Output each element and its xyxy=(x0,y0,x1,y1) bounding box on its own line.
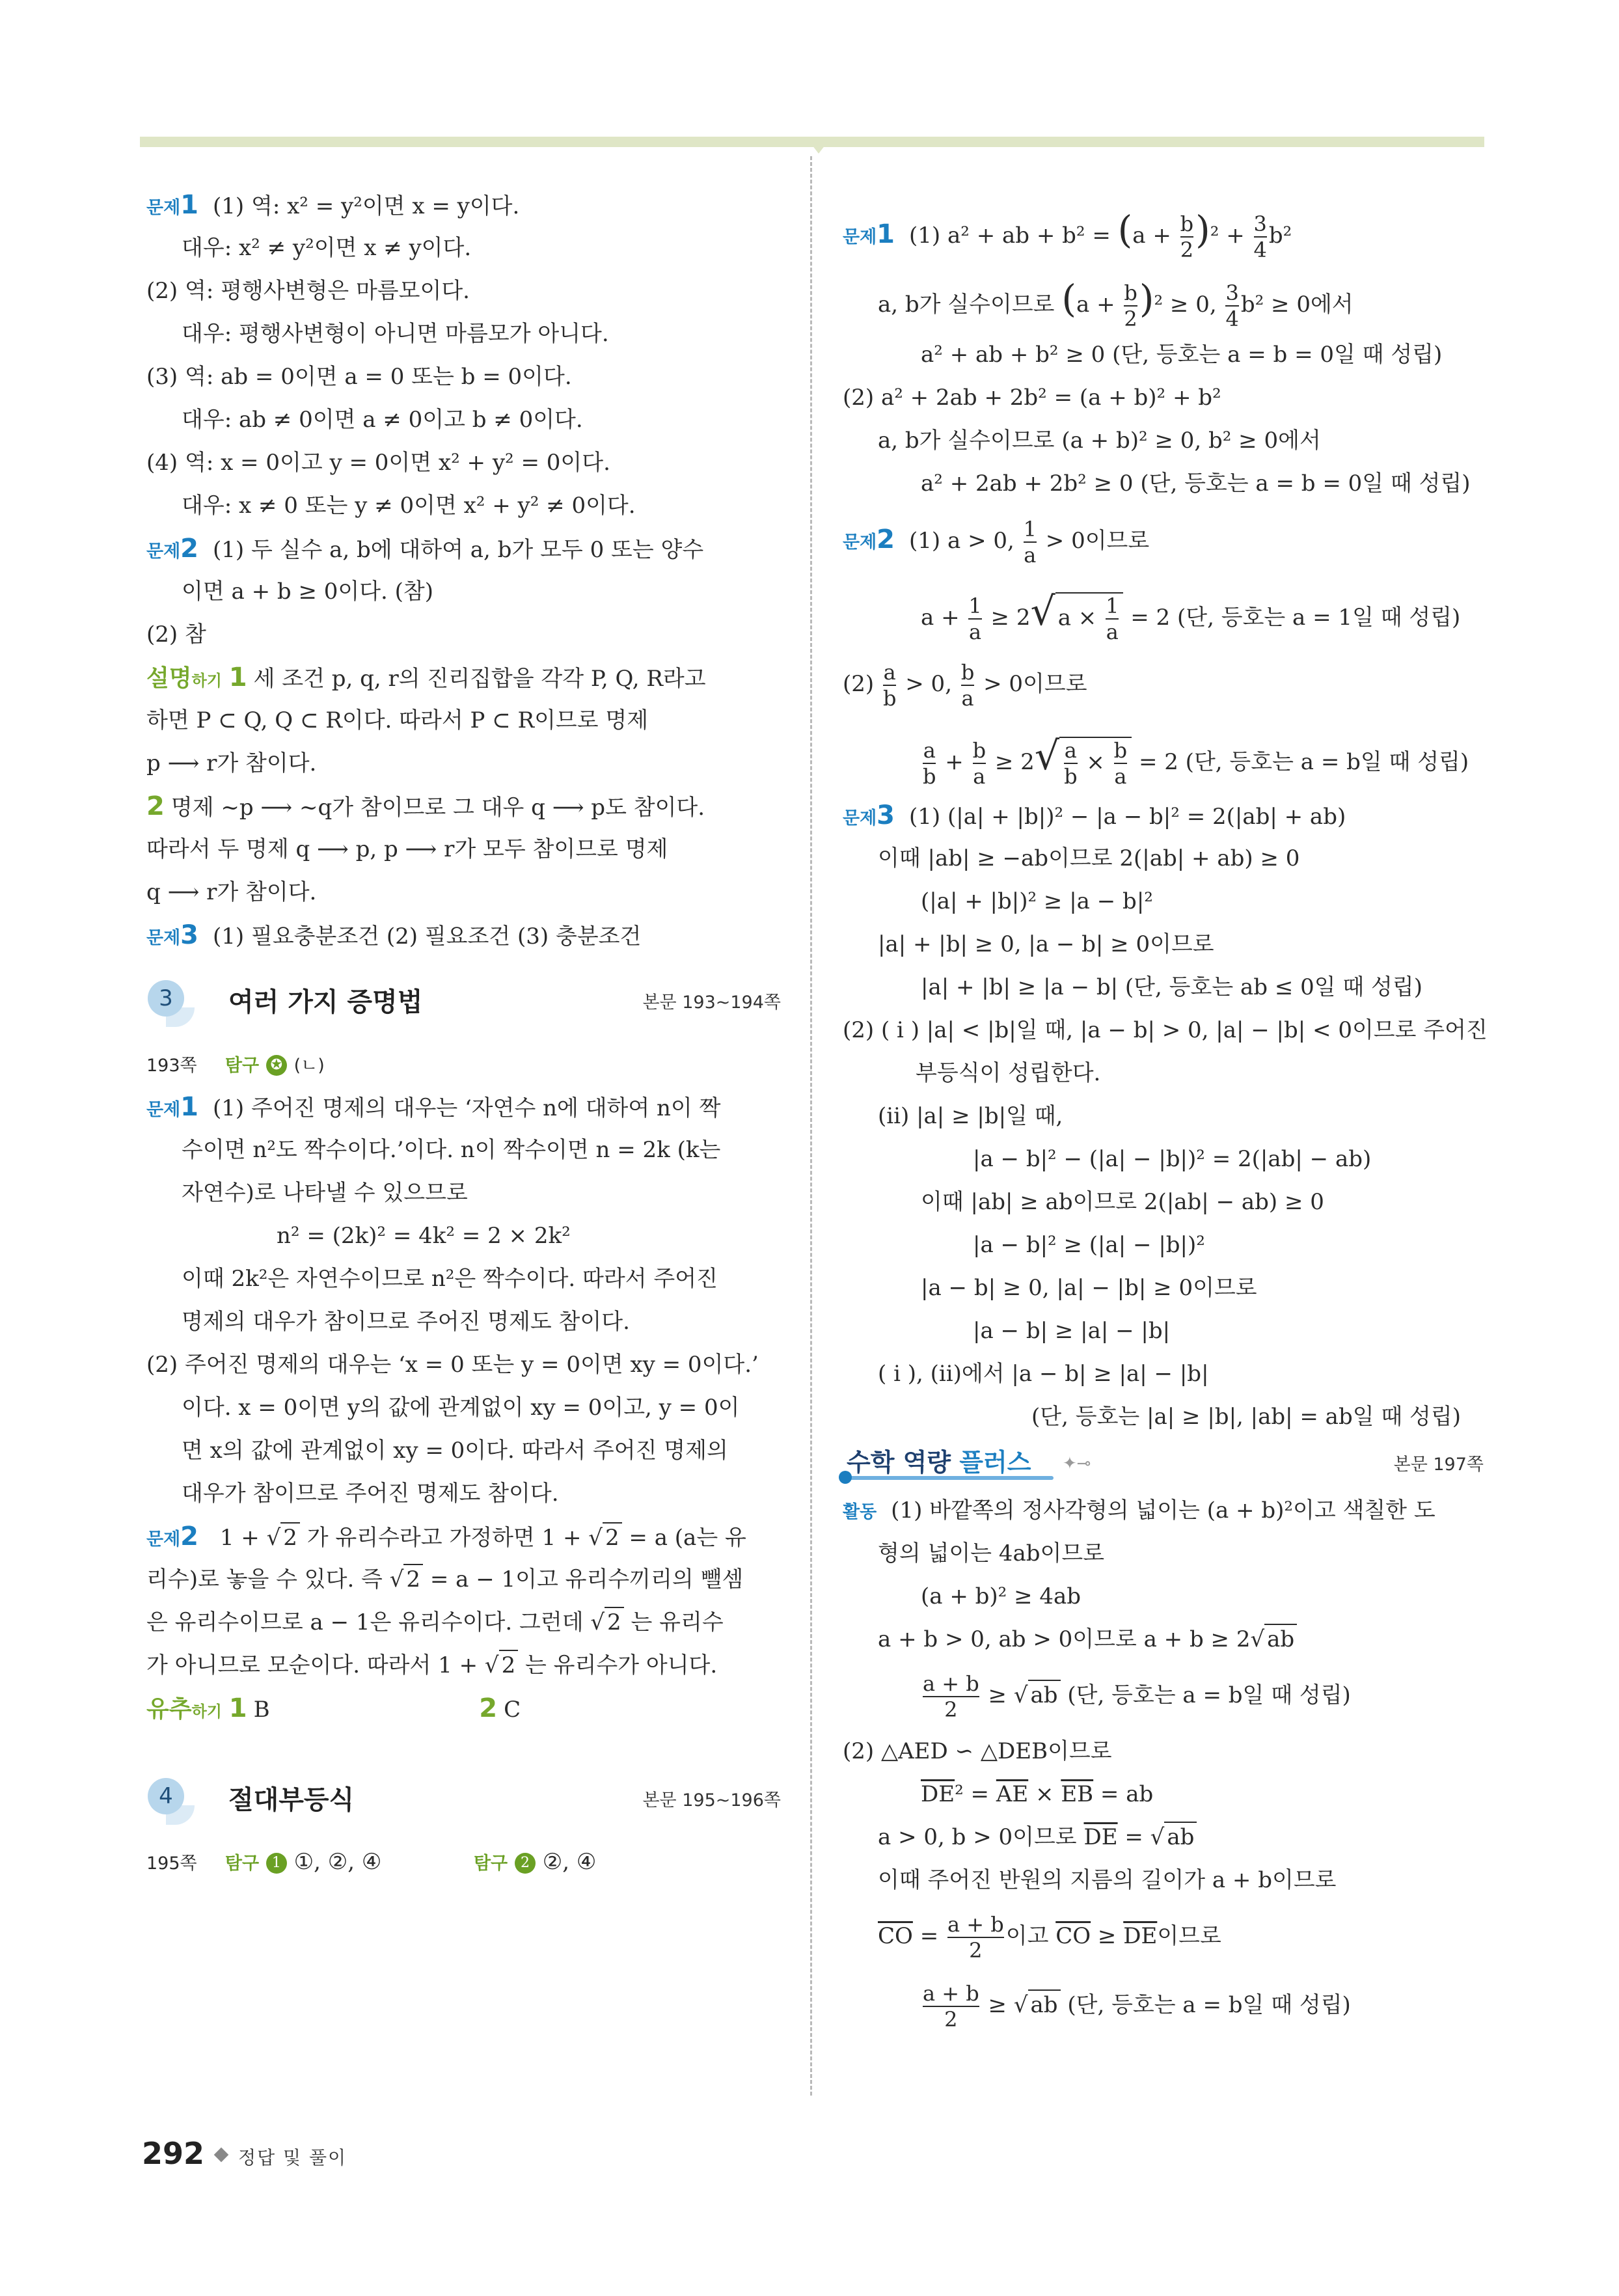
answer-text: 수이면 n²도 짝수이다.’이다. n이 짝수이면 n = 2k (k는 xyxy=(182,1137,721,1163)
answer-line xyxy=(146,871,781,914)
answer-line xyxy=(146,1171,781,1214)
answer-line xyxy=(146,1300,781,1343)
answer-text: 면 x의 값에 관계없이 xy = 0이다. 따라서 주어진 명제의 xyxy=(182,1438,728,1464)
answer-text: 명제의 대우가 참이므로 주어진 명제도 참이다. xyxy=(182,1309,630,1335)
answer-line xyxy=(146,1386,781,1429)
answer-line xyxy=(146,1086,781,1128)
h10-line: $\overline{CO}$ = $\frac{a + b}{2}$ 이고 $\overline{CO} \ge \overline{DE}$이므로 xyxy=(878,1911,1221,1963)
r17-line: 부등식이 성립한다. xyxy=(916,1060,1101,1086)
answer-line xyxy=(146,785,781,828)
answer-text: (1) 주어진 명제의 대우는 ‘자연수 n에 대하여 n이 짝 xyxy=(213,1095,721,1121)
r20-line: 이때 |ab| ≥ ab이므로 2(|ab| − ab) ≥ 0 xyxy=(921,1189,1324,1215)
section-4-header xyxy=(146,1769,781,1840)
math-plus-header xyxy=(843,1438,1484,1489)
explain-label: 설명하기 xyxy=(146,665,222,692)
sqrt-icon: √ xyxy=(588,1525,603,1551)
yuchu-line: 유추하기 1 B 2 C xyxy=(146,1693,521,1723)
sqrt-icon: √ xyxy=(1250,1626,1265,1652)
answer-line xyxy=(146,828,781,871)
answer-line xyxy=(146,1214,781,1257)
r8-line: a + $\frac{1}{a}$ ≥ 2√ a × $\frac{1}{a}$ = 2 (단, 등호는 a = 1일 때 성립) xyxy=(921,589,1461,644)
section-number-badge: 3 xyxy=(148,980,184,1017)
answer-line xyxy=(146,570,781,613)
r2-line: a, b가 실수이므로 (a + $\frac{b}{2}$ )² ≥ 0, $\frac{3}{4}$ b² ≥ 0에서 xyxy=(878,277,1354,331)
answer-line xyxy=(146,742,781,785)
r25-line: (단, 등호는 |a| ≥ |b|, |ab| = ab일 때 성립) xyxy=(1031,1404,1461,1430)
problem-label: 문제1 xyxy=(146,190,199,220)
yuchu-label: 유추하기 xyxy=(146,1696,222,1723)
answer-line xyxy=(146,484,781,527)
math-plus-title: 수학 역량 플러스 xyxy=(847,1448,1031,1477)
answer-text: n² = (2k)² = 4k² = 2 × 2k² xyxy=(277,1223,571,1249)
answer-line xyxy=(146,1257,781,1300)
r15-line: |a| + |b| ≥ |a − b| (단, 등호는 ab ≤ 0일 때 성립) xyxy=(921,974,1423,1000)
problem-label: 문제1 xyxy=(146,1092,199,1122)
sqrt-icon: √ xyxy=(389,1566,404,1592)
page-ref: 195쪽 xyxy=(146,1853,197,1874)
r13-line: (|a| + |b|)² ≥ |a − b|² xyxy=(921,888,1153,914)
page-ref: 193쪽 xyxy=(146,1056,197,1076)
sqrt-icon: √ xyxy=(1013,1682,1028,1708)
item-number: 1 xyxy=(228,663,247,692)
page-number: 292 xyxy=(142,2136,205,2171)
answer-line xyxy=(146,613,781,656)
h6-line: (2) △AED ∽ △DEB이므로 xyxy=(843,1738,1112,1764)
number-badge-icon: 2 xyxy=(515,1853,536,1874)
h9-line: 이때 주어진 반원의 지름의 길이가 a + b이므로 xyxy=(878,1867,1337,1893)
r3-line: a² + ab + b² ≥ 0 (단, 등호는 a = b = 0일 때 성립) xyxy=(921,342,1443,368)
answer-text: 대우: ab ≠ 0이면 a ≠ 0이고 b ≠ 0이다. xyxy=(182,407,583,433)
answer-line xyxy=(146,1472,781,1515)
magic-wand-icon: ✦⊸ xyxy=(1063,1454,1091,1473)
answer-text: 자연수)로 나타낼 수 있으므로 xyxy=(182,1180,468,1206)
answer-line xyxy=(146,656,781,699)
tamgu-answer: (ㄴ) xyxy=(293,1056,325,1076)
r6-line: a² + 2ab + 2b² ≥ 0 (단, 등호는 a = b = 0일 때 성립) xyxy=(921,471,1471,497)
page-footer xyxy=(142,2136,347,2175)
answer-text: 이다. x = 0이면 y의 값에 관계없이 xy = 0이고, y = 0이 xyxy=(182,1395,740,1421)
answer-line xyxy=(146,441,781,484)
problem-2-line-4: 가 아니므로 모순이다. 따라서 1 + √ 2 는 유리수가 아니다. xyxy=(146,1644,781,1687)
answer-text: 명제 ~p ⟶ ~q가 참이므로 그 대우 q ⟶ p도 참이다. xyxy=(170,795,705,821)
r11-line: 문제3 (1) (|a| + |b|)² − |a − b|² = 2(|ab| + ab) xyxy=(843,800,1346,830)
answer-text: (2) 역: 평행사변형은 마름모이다. xyxy=(146,278,470,304)
r16-line: (2) ( i ) |a| < |b|일 때, |a − b| > 0, |a| − |b| < 0이므로 주어진 xyxy=(843,1017,1488,1043)
column-divider xyxy=(810,156,812,2096)
section-page-ref: 본문 195~196쪽 xyxy=(642,1790,781,1811)
h8-line: a > 0, b > 0이므로 $\overline{DE}$ = √ ab xyxy=(843,1816,1484,1859)
r14-line: |a| + |b| ≥ 0, |a − b| ≥ 0이므로 xyxy=(878,931,1214,957)
answer-text: 세 조건 p, q, r의 진리집합을 각각 P, Q, R라고 xyxy=(253,666,706,692)
answer-line xyxy=(146,312,781,355)
r4-line: (2) a² + 2ab + 2b² = (a + b)² + b² xyxy=(843,385,1221,411)
r12-line: 이때 |ab| ≥ −ab이므로 2(|ab| + ab) ≥ 0 xyxy=(878,845,1300,871)
left-column xyxy=(146,184,781,1883)
r5-line: a, b가 실수이므로 (a + b)² ≥ 0, b² ≥ 0에서 xyxy=(878,428,1321,454)
answer-line xyxy=(146,355,781,398)
r9-line: (2) $\frac{a}{b}$ > 0, $\frac{b}{a}$ > 0이므로 xyxy=(843,659,1087,711)
r18-line: (ii) |a| ≥ |b|일 때, xyxy=(878,1103,1063,1129)
r10-line: $\frac{a}{b}$ + $\frac{b}{a}$ ≥ 2√ $\frac{a}{b}$ × $\frac{b}{a}$ = 2 (단, 등호는 a = b일 때 성립) xyxy=(923,733,1469,789)
answer-text: (2) 주어진 명제의 대우는 ‘x = 0 또는 y = 0이면 xy = 0이다.’ xyxy=(146,1352,759,1378)
answer-text: (4) 역: x = 0이고 y = 0이면 x² + y² = 0이다. xyxy=(146,450,610,476)
r1-line: 문제1 (1) a² + ab + b² = (a + $\frac{b}{2}$ )² + $\frac{3}{4}$ b² xyxy=(843,208,1292,262)
section-title: 여러 가지 증명법 xyxy=(228,987,423,1017)
tamgu-label: 탐구 xyxy=(224,1056,260,1076)
h4-line: a + b > 0, ab > 0이므로 a + b ≥ 2√ ab xyxy=(843,1618,1484,1661)
answer-text: 대우가 참이므로 주어진 명제도 참이다. xyxy=(182,1481,559,1507)
answer-line xyxy=(146,1429,781,1472)
problem-2-line-3: 은 유리수이므로 a − 1은 유리수이다. 그런데 √ 2 는 유리수 xyxy=(146,1601,781,1644)
left-answers-block-1 xyxy=(146,184,781,957)
diamond-icon xyxy=(214,2148,229,2163)
star-icon: ✪ xyxy=(266,1055,287,1076)
top-rule-notch xyxy=(806,137,832,154)
section-page-ref: 본문 197쪽 xyxy=(1393,1455,1484,1475)
answer-line xyxy=(146,226,781,269)
sqrt-icon: √ xyxy=(1030,589,1055,635)
footer-text: 정답 및 풀이 xyxy=(238,2147,347,2168)
r7-line: 문제2 (1) a > 0, $\frac{1}{a}$ > 0이므로 xyxy=(843,516,1150,567)
h5-line: $\frac{a + b}{2}$ ≥ √ ab (단, 등호는 a = b일 때 성립) xyxy=(923,1671,1351,1722)
answer-text: (1) 역: x² = y²이면 x = y이다. xyxy=(213,193,520,219)
answer-text: 하면 P ⊂ Q, Q ⊂ R이다. 따라서 P ⊂ R이므로 명제 xyxy=(146,707,649,733)
r24-line: ( i ), (ii)에서 |a − b| ≥ |a| − |b| xyxy=(878,1361,1209,1387)
answer-text: p ⟶ r가 참이다. xyxy=(146,750,317,776)
r21-line: |a − b|² ≥ (|a| − |b|)² xyxy=(973,1232,1205,1258)
right-column xyxy=(843,195,1488,2040)
sqrt-icon: √ xyxy=(266,1525,281,1551)
problem-label: 문제2 xyxy=(146,534,199,564)
answer-text: 이때 2k²은 자연수이므로 n²은 짝수이다. 따라서 주어진 xyxy=(182,1266,718,1292)
tamgu-193-line xyxy=(146,1043,781,1086)
answer-text: 대우: x ≠ 0 또는 y ≠ 0이면 x² + y² ≠ 0이다. xyxy=(182,493,636,519)
answer-line xyxy=(146,1343,781,1386)
h11-line: $\frac{a + b}{2}$ ≥ √ ab (단, 등호는 a = b일 때 성립) xyxy=(923,1980,1351,2032)
h7-line: $\overline{DE}^2 = \overline{AE} \times \overline{EB}$ = ab xyxy=(921,1781,1154,1807)
tamgu-195-line: 195쪽 탐구 1 ①, ②, ④ 탐구 2 ②, ④ xyxy=(146,1849,597,1875)
section-3-header xyxy=(146,971,781,1043)
answer-text: (2) 참 xyxy=(146,622,206,648)
h1-line: 활동 (1) 바깥쪽의 정사각형의 넓이는 (a + b)²이고 색칠한 도 xyxy=(843,1497,1435,1524)
sqrt-icon: √ xyxy=(590,1609,605,1635)
answer-text: 이면 a + b ≥ 0이다. (참) xyxy=(182,579,434,605)
section-title: 절대부등식 xyxy=(228,1785,355,1815)
problem-label: 문제3 xyxy=(146,920,199,950)
answer-line xyxy=(146,184,781,226)
answer-line xyxy=(146,914,781,957)
r19-line: |a − b|² − (|a| − |b|)² = 2(|ab| − ab) xyxy=(973,1146,1372,1172)
section-number-badge: 4 xyxy=(148,1778,184,1814)
problem-2-line-1: 문제2 1 + √ 2 가 유리수라고 가정하면 1 + √ 2 = a (a는 유 xyxy=(146,1522,746,1551)
answer-line xyxy=(146,398,781,441)
answer-text: (3) 역: ab = 0이면 a = 0 또는 b = 0이다. xyxy=(146,364,572,390)
section-page-ref: 본문 193~194쪽 xyxy=(642,992,781,1013)
answer-text: q ⟶ r가 참이다. xyxy=(146,879,317,905)
answer-line xyxy=(146,699,781,742)
answer-text: 대우: x² ≠ y²이면 x ≠ y이다. xyxy=(182,235,472,261)
h2-line: 형의 넓이는 4ab이므로 xyxy=(878,1540,1105,1566)
sqrt-icon: √ xyxy=(1013,1992,1028,2018)
answer-text: 따라서 두 명제 q ⟶ p, p ⟶ r가 모두 참이므로 명제 xyxy=(146,836,668,862)
left-answers-block-2 xyxy=(146,1086,781,1515)
answer-text: (1) 필요충분조건 (2) 필요조건 (3) 충분조건 xyxy=(213,923,642,950)
answer-text: (1) 두 실수 a, b에 대하여 a, b가 모두 0 또는 양수 xyxy=(213,537,704,563)
answer-text: 대우: 평행사변형이 아니면 마름모가 아니다. xyxy=(182,321,609,347)
r22-line: |a − b| ≥ 0, |a| − |b| ≥ 0이므로 xyxy=(921,1275,1257,1301)
h3-line: (a + b)² ≥ 4ab xyxy=(921,1583,1082,1609)
sqrt-icon: √ xyxy=(484,1652,499,1678)
r23-line: |a − b| ≥ |a| − |b| xyxy=(973,1318,1171,1344)
answer-line xyxy=(146,269,781,312)
problem-2-line-2: 리수)로 놓을 수 있다. 즉 √ 2 = a − 1이고 유리수끼리의 뺄셈 xyxy=(146,1558,781,1601)
answer-line xyxy=(146,527,781,570)
sqrt-icon: √ xyxy=(1150,1824,1165,1850)
item-number: 2 xyxy=(146,791,165,821)
number-badge-icon: 1 xyxy=(266,1853,287,1874)
answer-line xyxy=(146,1128,781,1171)
sqrt-icon: √ xyxy=(1034,733,1060,779)
problem-label: 문제2 xyxy=(146,1522,199,1551)
